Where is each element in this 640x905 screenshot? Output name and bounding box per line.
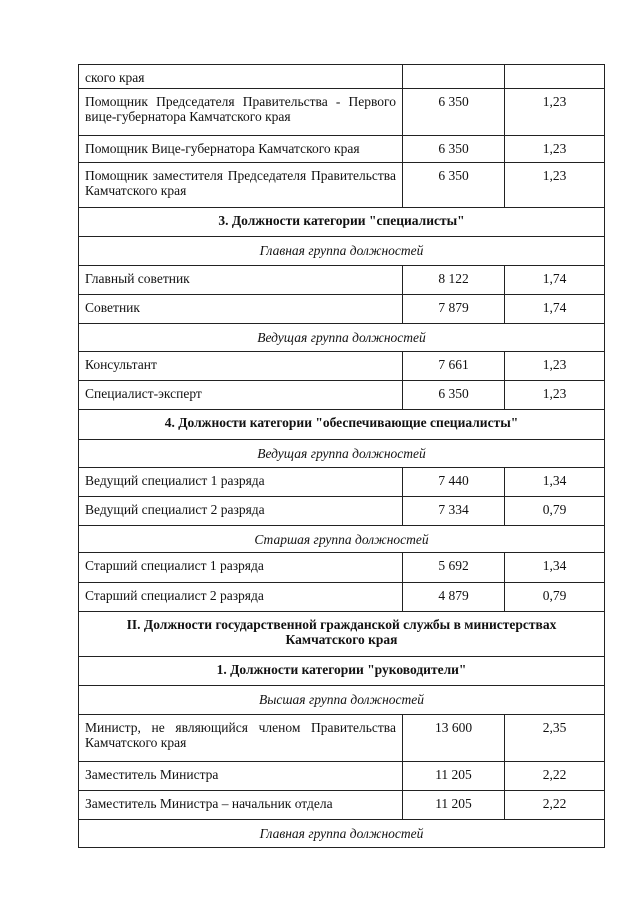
coefficient-value: 1,74 [505,295,605,324]
salary-value: 6 350 [403,89,505,136]
group-header-row [79,686,605,715]
category-header-row [79,410,605,440]
table-row [79,266,605,295]
position-name: Консультант [79,352,403,381]
table-row [79,468,605,497]
coefficient-value: 0,79 [505,497,605,526]
coefficient-value: 2,35 [505,715,605,762]
coefficient-value: 1,23 [505,381,605,410]
position-name: Помощник Вице-губернатора Камчатского края [79,136,403,163]
category-header: II. Должности государственной гражданской службы в министерствах Камчатского края [79,612,605,657]
salary-table-body [79,65,605,848]
coefficient-value: 1,34 [505,553,605,583]
table-row [79,163,605,208]
group-header: Главная группа должностей [79,237,605,266]
position-name: Старший специалист 2 разряда [79,583,403,612]
position-name: Специалист-эксперт [79,381,403,410]
coefficient-value: 1,23 [505,89,605,136]
group-header-row [79,324,605,352]
coefficient-value: 0,79 [505,583,605,612]
table-row [79,791,605,820]
position-name: Министр, не являющийся членом Правительства Камчатского края [79,715,403,762]
position-name: Заместитель Министра – начальник отдела [79,791,403,820]
salary-table-page [78,64,604,848]
coefficient-value: 1,23 [505,352,605,381]
table-row [79,583,605,612]
category-header-row [79,657,605,686]
position-name: Заместитель Министра [79,762,403,791]
salary-value: 6 350 [403,136,505,163]
position-name: Помощник Председателя Правительства - Первого вице-губернатора Камчатского края [79,89,403,136]
table-row [79,497,605,526]
category-header: 3. Должности категории "специалисты" [79,208,605,237]
table-row [79,762,605,791]
salary-value [403,65,505,89]
table-row [79,553,605,583]
position-name: Советник [79,295,403,324]
coefficient-value: 1,74 [505,266,605,295]
salary-value: 13 600 [403,715,505,762]
coefficient-value: 1,34 [505,468,605,497]
position-name: Помощник заместителя Председателя Правительства Камчатского края [79,163,403,208]
salary-value: 7 661 [403,352,505,381]
group-header: Главная группа должностей [79,820,605,848]
salary-value: 6 350 [403,163,505,208]
coefficient-value: 1,23 [505,136,605,163]
coefficient-value: 1,23 [505,163,605,208]
group-header-row [79,820,605,848]
salary-table [78,64,605,848]
salary-value: 4 879 [403,583,505,612]
position-name: Ведущий специалист 1 разряда [79,468,403,497]
coefficient-value: 2,22 [505,791,605,820]
salary-value: 7 879 [403,295,505,324]
salary-value: 7 440 [403,468,505,497]
table-row [79,352,605,381]
salary-value: 5 692 [403,553,505,583]
group-header: Высшая группа должностей [79,686,605,715]
group-header: Ведущая группа должностей [79,440,605,468]
group-header-row [79,526,605,553]
category-header-row [79,208,605,237]
table-row [79,65,605,89]
table-row [79,89,605,136]
category-header-row [79,612,605,657]
salary-value: 11 205 [403,762,505,791]
table-row [79,381,605,410]
table-row [79,715,605,762]
group-header: Старшая группа должностей [79,526,605,553]
position-name: ского края [79,65,403,89]
group-header-row [79,237,605,266]
group-header: Ведущая группа должностей [79,324,605,352]
salary-value: 11 205 [403,791,505,820]
salary-value: 6 350 [403,381,505,410]
coefficient-value [505,65,605,89]
salary-value: 7 334 [403,497,505,526]
position-name: Главный советник [79,266,403,295]
coefficient-value: 2,22 [505,762,605,791]
position-name: Старший специалист 1 разряда [79,553,403,583]
group-header-row [79,440,605,468]
position-name: Ведущий специалист 2 разряда [79,497,403,526]
salary-value: 8 122 [403,266,505,295]
table-row [79,136,605,163]
category-header: 4. Должности категории "обеспечивающие специалисты" [79,410,605,440]
category-header: 1. Должности категории "руководители" [79,657,605,686]
table-row [79,295,605,324]
